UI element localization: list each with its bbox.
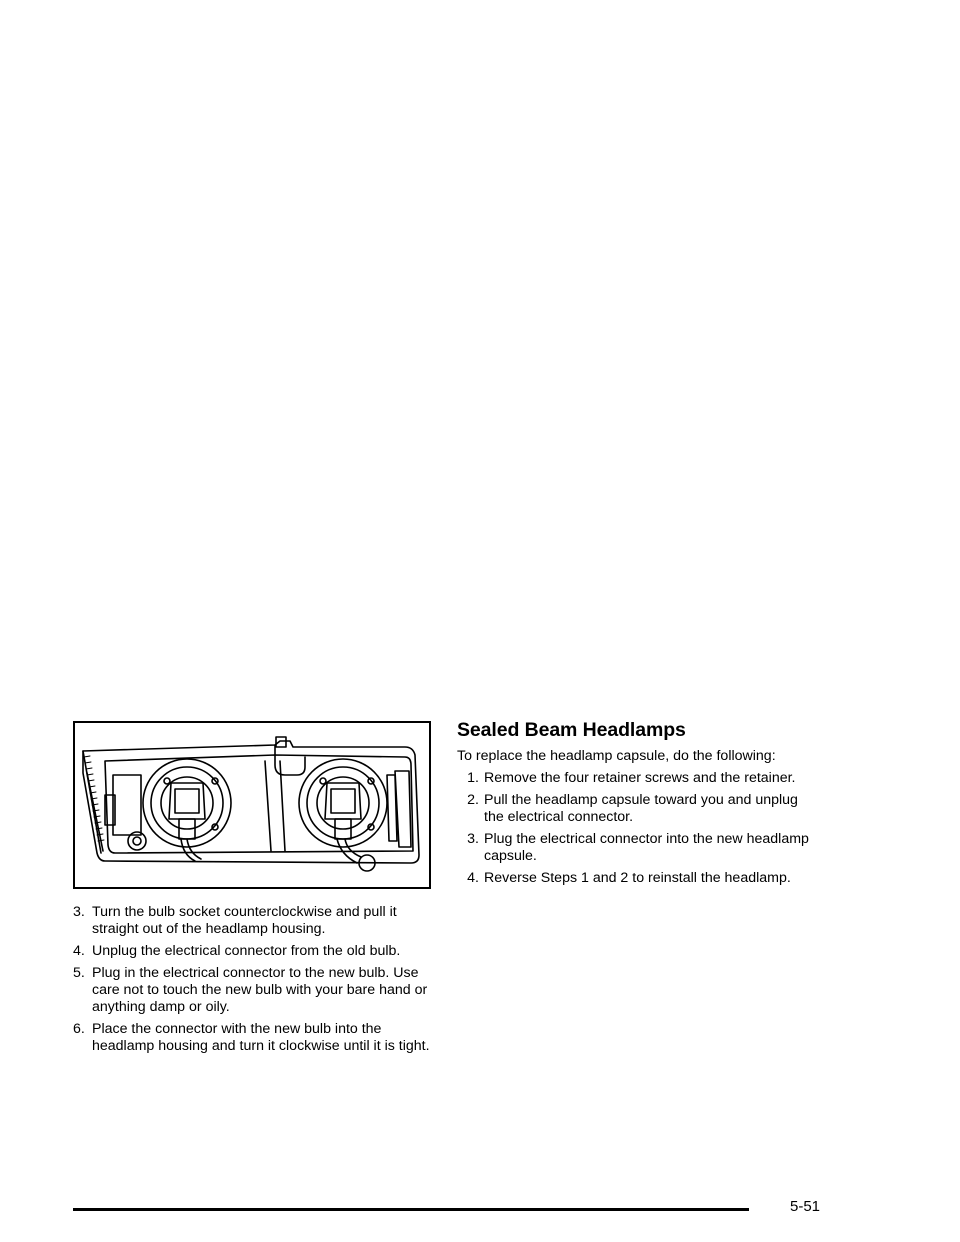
left-step-list xyxy=(73,904,438,1055)
list-item xyxy=(73,943,438,960)
step-text: Unplug the electrical connector from the old bulb. xyxy=(92,943,401,959)
right-step-list xyxy=(457,770,817,887)
list-item xyxy=(73,965,438,1016)
step-text: Place the connector with the new bulb into the headlamp housing and turn it clockwise until it is tight. xyxy=(92,1021,430,1054)
step-number: 3. xyxy=(467,831,479,847)
list-item xyxy=(73,1021,438,1055)
page-number: 5-51 xyxy=(790,1198,821,1215)
step-text: Remove the four retainer screws and the retainer. xyxy=(484,770,796,786)
step-number: 5. xyxy=(73,965,85,981)
step-text: Pull the headlamp capsule toward you and unplug the electrical connector. xyxy=(484,792,798,825)
headlamp-drawing xyxy=(75,723,429,887)
right-lamp-outer xyxy=(299,759,387,847)
step-number: 4. xyxy=(467,870,479,886)
list-item xyxy=(457,792,817,826)
list-item xyxy=(457,870,817,887)
step-number: 3. xyxy=(73,904,85,920)
left-lamp-outer xyxy=(143,759,231,847)
footer-rule xyxy=(73,1208,749,1211)
step-text: Reverse Steps 1 and 2 to reinstall the headlamp. xyxy=(484,870,791,886)
intro-text: To replace the headlamp capsule, do the following: xyxy=(457,748,776,764)
step-number: 2. xyxy=(467,792,479,808)
right-column xyxy=(457,718,817,892)
step-text: Plug the electrical connector into the new headlamp capsule. xyxy=(484,831,809,864)
section-title: Sealed Beam Headlamps xyxy=(457,719,686,741)
headlamp-illustration xyxy=(73,721,431,889)
list-item xyxy=(457,831,817,865)
step-number: 1. xyxy=(467,770,479,786)
list-item xyxy=(73,904,438,938)
left-column xyxy=(73,904,438,1060)
step-text: Turn the bulb socket counterclockwise and pull it straight out of the headlamp housing. xyxy=(92,904,397,937)
list-item xyxy=(457,770,817,787)
step-text: Plug in the electrical connector to the new bulb. Use care not to touch the new bulb with your bare hand or anything damp or oily. xyxy=(92,965,428,1015)
step-number: 4. xyxy=(73,943,85,959)
step-number: 6. xyxy=(73,1021,85,1037)
